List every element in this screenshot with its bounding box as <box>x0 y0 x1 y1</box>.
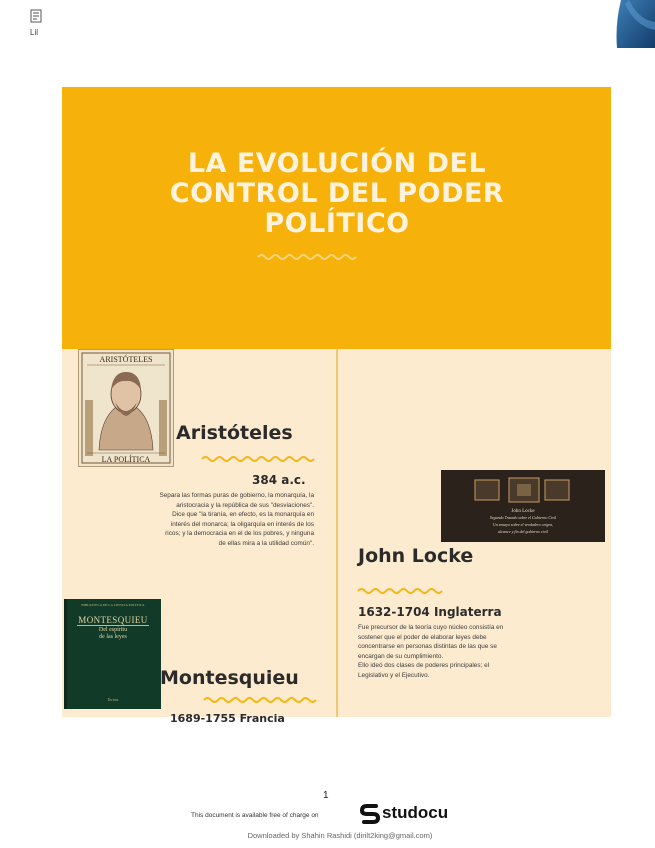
aristotle-desc-line: interés del monarca; la oligarquía en interés de los <box>170 520 314 528</box>
locke-painting-image <box>441 470 605 542</box>
aristotle-desc-line: de ellas mira a la utilidad común". <box>218 539 314 547</box>
corner-decoration <box>615 0 655 48</box>
locke-date: 1632-1704 Inglaterra <box>358 605 502 619</box>
montesquieu-book-series: BIBLIOTECA DE LA CIENCIA POLÍTICA <box>81 603 145 607</box>
aristotle-book-cover <box>78 349 174 467</box>
studocu-brand-link[interactable]: studocu <box>382 803 449 822</box>
locke-description <box>358 623 586 681</box>
locke-desc-line: sostener que el poder de elaborar leyes debe <box>358 633 487 641</box>
aristotle-book-top: ARISTÓTELES <box>99 355 153 364</box>
aristotle-name: Aristóteles <box>176 422 293 444</box>
locke-caption-3: Un ensayo sobre el verdadero origen, <box>492 522 554 527</box>
poster-title <box>122 149 552 239</box>
montesquieu-date: 1689-1755 Francia <box>170 712 285 725</box>
book-rule <box>77 625 149 626</box>
locke-caption-1: John Locke <box>511 509 535 514</box>
title-line-3: POLÍTICO <box>264 208 410 239</box>
locke-desc-line: Fue precursor de la teoría cuyo núcleo consistía en <box>358 624 504 631</box>
title-line-1: LA EVOLUCIÓN DEL <box>187 148 487 179</box>
aristotle-book-bottom: LA POLÍTICA <box>101 455 151 464</box>
document-stamp-icon <box>28 8 44 24</box>
title-line-2: CONTROL DEL PODER <box>169 178 505 209</box>
aristotle-description <box>100 491 314 549</box>
locke-desc-line: encargan de su cumplimiento. <box>358 652 444 660</box>
studocu-logo-icon[interactable] <box>360 803 380 825</box>
locke-wave-ornament <box>358 587 442 595</box>
montesquieu-book-publisher: Tecnos <box>107 697 119 702</box>
montesquieu-book-title <box>67 627 159 641</box>
montesquieu-book-author: MONTESQUIEU <box>78 615 148 625</box>
locke-desc-line: Ello ideó dos clases de poderes principales; el <box>358 662 490 670</box>
infographic-poster <box>62 87 611 725</box>
title-wave-ornament <box>258 253 356 261</box>
locke-caption-4: alcance y fin del gobierno civil <box>498 529 548 534</box>
montesquieu-wave-ornament <box>204 696 316 704</box>
locke-desc-line: concentrarse en personas distintas de las que se <box>358 643 497 651</box>
aristotle-desc-line: Separa las formas puras de gobierno, la monarquía, la <box>159 492 314 499</box>
book-title-line-1: Del espíritu <box>98 627 128 633</box>
montesquieu-book-cover <box>64 599 161 709</box>
corner-label: Lil <box>30 28 39 37</box>
book-title-line-2: de las leyes <box>99 634 127 640</box>
availability-text: This document is available free of charge on <box>191 812 319 819</box>
locke-name: John Locke <box>358 545 474 567</box>
aristotle-desc-line: Dice que "la tiranía, en efecto, es la monarquía en <box>172 511 314 519</box>
page-number: 1 <box>323 790 329 801</box>
download-info: Downloaded by Shahin Rashidi (dirilt2king@gmail.com) <box>247 831 433 840</box>
aristotle-desc-line: ricos; y la democracia en el de los pobres, y ninguna <box>165 530 314 538</box>
locke-desc-line: Legislativo y el Ejecutivo. <box>358 671 430 679</box>
aristotle-date: 384 a.c. <box>252 473 306 487</box>
montesquieu-name: Montesquieu <box>160 667 299 689</box>
aristotle-wave-ornament <box>202 455 314 463</box>
aristotle-desc-line: aristocracia y la república de sus "desviaciones". <box>176 501 314 509</box>
timeline-divider <box>336 349 338 717</box>
locke-caption-2: Segundo Tratado sobre el Gobierno Civil <box>489 515 557 520</box>
